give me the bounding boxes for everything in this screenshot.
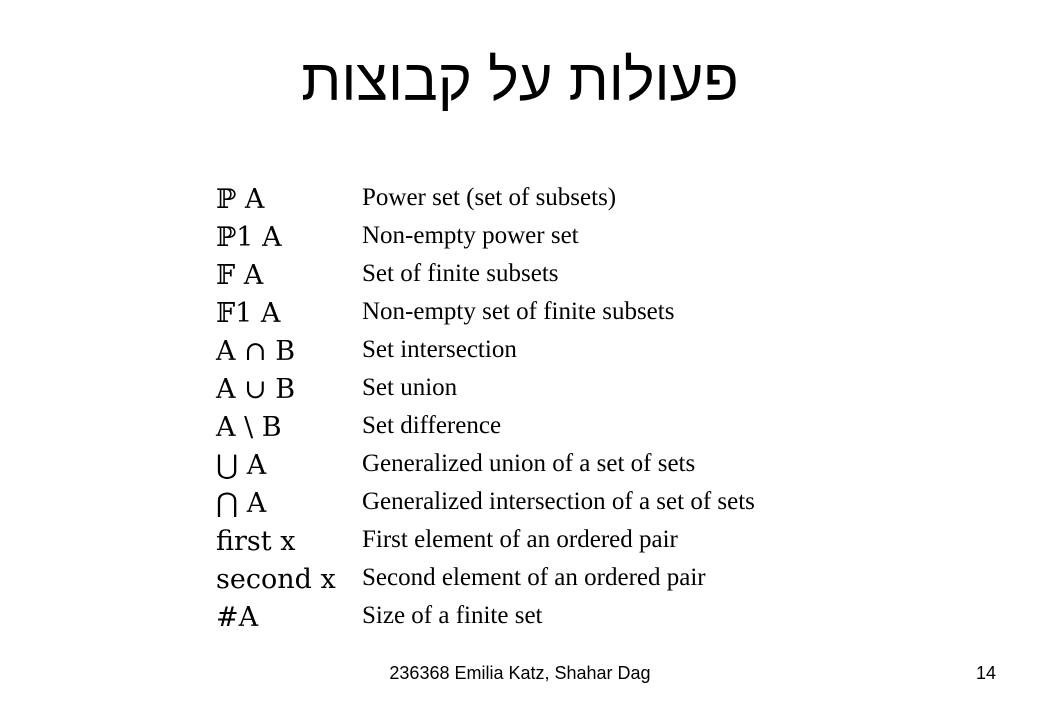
- operation-symbol: second x: [216, 564, 336, 595]
- operation-row-intersection: [216, 336, 836, 370]
- operation-row-first: [216, 526, 836, 560]
- operation-symbol: 𝔽 A: [216, 260, 264, 291]
- operation-symbol: ℙ A: [216, 184, 265, 215]
- operation-description: Set union: [362, 374, 458, 401]
- operation-row-union: [216, 374, 836, 408]
- operation-description: Non-empty set of finite subsets: [362, 298, 675, 325]
- operation-symbol: A ∪ B: [216, 374, 296, 405]
- operation-description: Non-empty power set: [362, 222, 579, 249]
- operation-description: Set of finite subsets: [362, 260, 559, 287]
- page-number: 14: [975, 663, 996, 683]
- operation-symbol: ℙ1 A: [216, 222, 282, 253]
- operation-description: Set difference: [362, 412, 502, 439]
- operation-description: Generalized intersection of a set of sets: [362, 488, 755, 515]
- operation-row-generalized-intersection: [216, 488, 836, 522]
- operation-row-generalized-union: [216, 450, 836, 484]
- operation-symbol: ⋃ A: [216, 450, 267, 481]
- slide-footer: 236368 Emilia Katz, Shahar Dag: [389, 663, 651, 683]
- operation-description: Set intersection: [362, 336, 517, 363]
- operation-symbol: 𝔽1 A: [216, 298, 281, 329]
- operation-description: Size of a finite set: [362, 602, 543, 629]
- operation-row-power-set: [216, 184, 836, 218]
- operation-description: First element of an ordered pair: [362, 526, 678, 553]
- operation-row-size: [216, 602, 836, 636]
- operation-row-difference: [216, 412, 836, 446]
- operation-row-finite-subsets: [216, 260, 836, 294]
- operation-symbol: ⋂ A: [216, 488, 267, 519]
- operation-row-nonempty-power-set: [216, 222, 836, 256]
- operation-symbol: A ∩ B: [216, 336, 296, 367]
- operation-row-second: [216, 564, 836, 598]
- operation-symbol: first x: [216, 526, 296, 557]
- slide-title: פעולות על קבוצות: [301, 48, 739, 113]
- operation-row-nonempty-finite-subsets: [216, 298, 836, 332]
- operation-symbol: A \ B: [216, 412, 282, 443]
- operation-description: Power set (set of subsets): [362, 184, 617, 211]
- operation-symbol: #A: [216, 602, 259, 633]
- operation-description: Generalized union of a set of sets: [362, 450, 696, 477]
- operation-description: Second element of an ordered pair: [362, 564, 706, 591]
